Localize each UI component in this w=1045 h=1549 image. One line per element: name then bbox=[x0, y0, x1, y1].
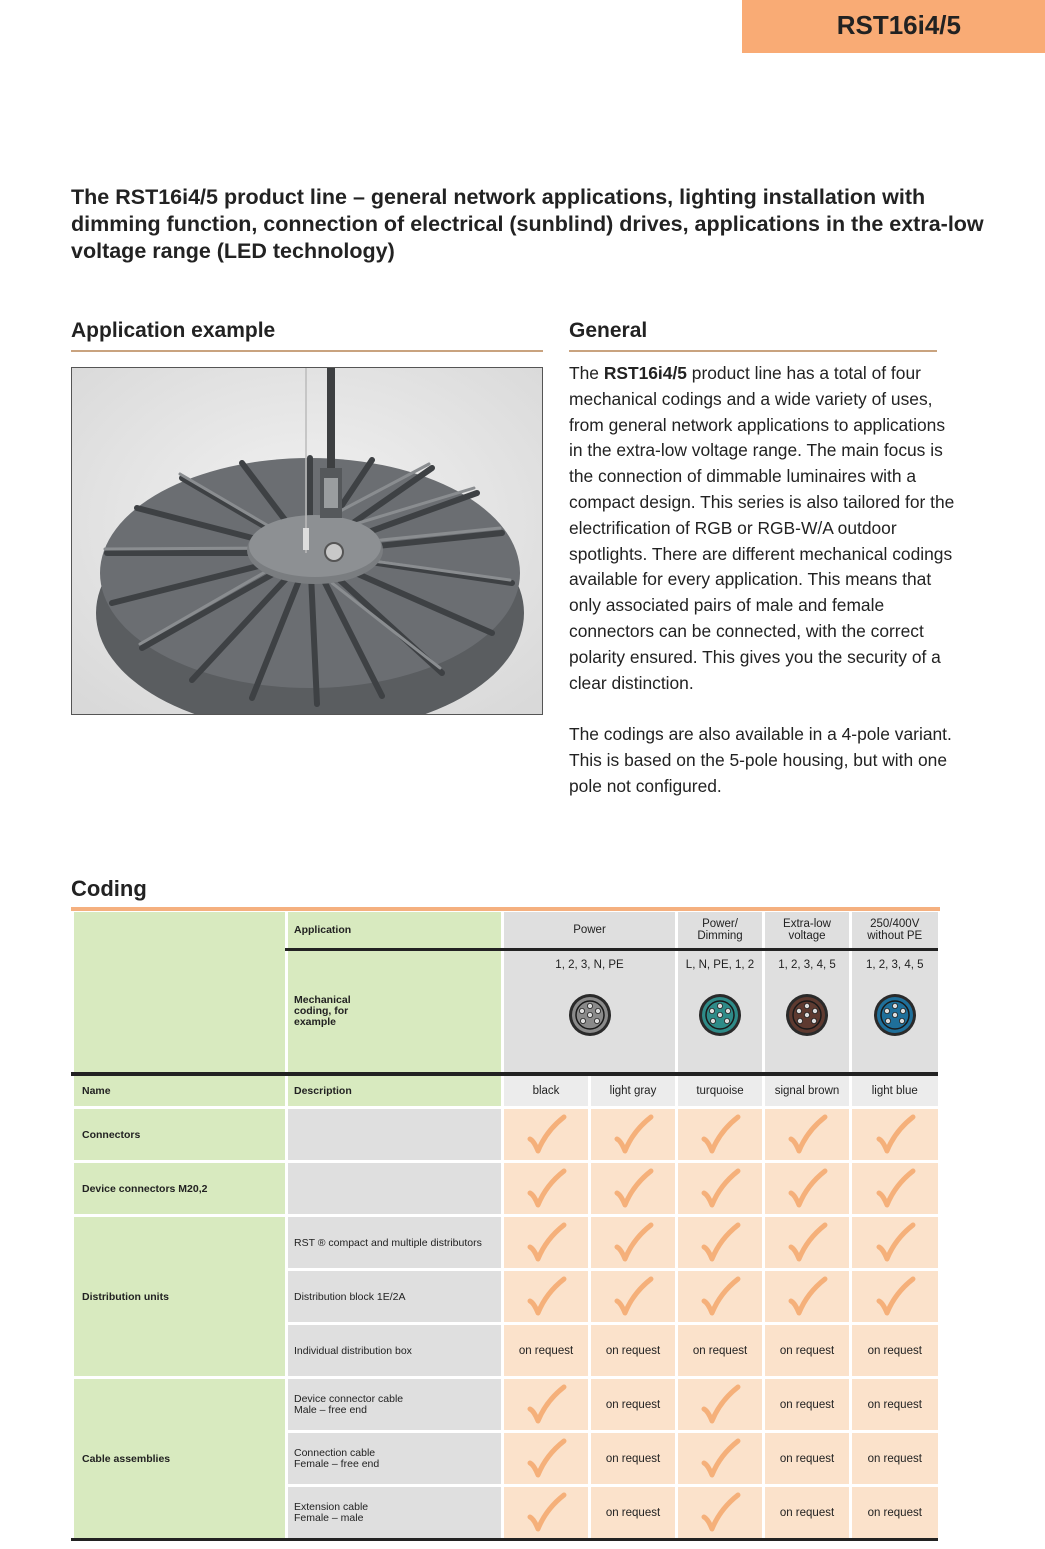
coding-title: Coding bbox=[71, 876, 147, 901]
on-request: on request bbox=[764, 1432, 851, 1486]
check-icon bbox=[785, 1113, 829, 1157]
general-p1-product: RST16i4/5 bbox=[603, 363, 687, 383]
general-p1-prefix: The bbox=[569, 363, 604, 383]
check-mark bbox=[503, 1432, 590, 1486]
application-label: Application bbox=[287, 912, 503, 950]
check-mark bbox=[677, 1162, 764, 1216]
app-250-400v: 250/400V without PE bbox=[851, 912, 938, 950]
general-p1-rest: product line has a total of four mechanical codings and a wide variety of uses, from general network applications to applications in the extra-low voltage range. The main focus is the connection of dimmable luminaires with a compact design. This series is also tailored for the electrification of RGB or RGB-W/A outdoor spotlights. There are different mechanical codings available for every application. This means that only associated pairs of male and female connectors can be connected, with the correct polarity ensured. This gives you the security of a clear distinction. bbox=[569, 363, 955, 693]
check-mark bbox=[590, 1216, 677, 1270]
general-paragraph-1 bbox=[569, 361, 959, 696]
desc-extension-cable bbox=[287, 1486, 503, 1540]
name-label: Name bbox=[73, 1074, 287, 1108]
app-power-dimming: Power/ Dimming bbox=[677, 912, 764, 950]
application-row bbox=[73, 912, 938, 950]
check-icon bbox=[524, 1275, 568, 1319]
check-mark bbox=[851, 1162, 938, 1216]
check-mark bbox=[503, 1378, 590, 1432]
general-text bbox=[569, 361, 959, 825]
on-request: on request bbox=[851, 1324, 938, 1378]
check-mark bbox=[851, 1270, 938, 1324]
group-cable-assemblies: Cable assemblies bbox=[73, 1378, 287, 1540]
desc-connection-cable-line2: Female – free end bbox=[294, 1457, 380, 1470]
check-icon bbox=[698, 1437, 742, 1481]
check-mark bbox=[590, 1108, 677, 1162]
on-request: on request bbox=[764, 1324, 851, 1378]
on-request: on request bbox=[764, 1486, 851, 1540]
check-mark bbox=[764, 1216, 851, 1270]
description-empty bbox=[287, 1108, 503, 1162]
mechanical-label: Mechanical coding, for example bbox=[287, 950, 503, 1075]
table-row bbox=[73, 1162, 938, 1216]
check-mark bbox=[851, 1216, 938, 1270]
page-headline: The RST16i4/5 product line – general network applications, lighting installation with dimming function, connection of electrical (sunblind) drives, applications in the extra-low voltage range (LED technology) bbox=[71, 185, 984, 263]
group-distribution-units: Distribution units bbox=[73, 1216, 287, 1378]
check-mark bbox=[503, 1108, 590, 1162]
connector-power-icon bbox=[568, 993, 612, 1037]
on-request: on request bbox=[503, 1324, 590, 1378]
check-mark bbox=[590, 1270, 677, 1324]
connector-dimming-icon bbox=[698, 993, 742, 1037]
connector-400v-icon bbox=[873, 993, 917, 1037]
check-icon bbox=[785, 1221, 829, 1265]
on-request: on request bbox=[590, 1432, 677, 1486]
general-rule bbox=[569, 350, 937, 352]
check-icon bbox=[611, 1113, 655, 1157]
check-icon bbox=[785, 1167, 829, 1211]
on-request: on request bbox=[764, 1378, 851, 1432]
connector-elv-icon bbox=[785, 993, 829, 1037]
check-icon bbox=[524, 1113, 568, 1157]
mech-code-power: 1, 2, 3, N, PE bbox=[555, 959, 624, 971]
color-signal-brown: signal brown bbox=[764, 1074, 851, 1108]
check-icon bbox=[524, 1383, 568, 1427]
app-power: Power bbox=[503, 912, 677, 950]
check-mark bbox=[764, 1270, 851, 1324]
on-request: on request bbox=[677, 1324, 764, 1378]
check-icon bbox=[698, 1221, 742, 1265]
check-icon bbox=[873, 1113, 917, 1157]
on-request: on request bbox=[590, 1378, 677, 1432]
check-mark bbox=[764, 1162, 851, 1216]
check-icon bbox=[873, 1221, 917, 1265]
table-row bbox=[73, 1378, 938, 1432]
color-turquoise: turquoise bbox=[677, 1074, 764, 1108]
check-icon bbox=[611, 1167, 655, 1211]
product-tab bbox=[742, 0, 1045, 53]
on-request: on request bbox=[590, 1486, 677, 1540]
on-request: on request bbox=[851, 1486, 938, 1540]
name-row bbox=[73, 1074, 938, 1108]
check-mark bbox=[503, 1270, 590, 1324]
luminaire-photo bbox=[71, 367, 543, 715]
check-icon bbox=[785, 1275, 829, 1319]
check-icon bbox=[524, 1167, 568, 1211]
check-mark bbox=[851, 1108, 938, 1162]
mech-code-dimming: L, N, PE, 1, 2 bbox=[685, 959, 755, 971]
check-icon bbox=[698, 1383, 742, 1427]
check-icon bbox=[698, 1167, 742, 1211]
desc-extension-cable-line2: Female – male bbox=[294, 1511, 364, 1524]
mech-code-400v: 1, 2, 3, 4, 5 bbox=[865, 959, 924, 971]
group-device-connectors: Device connectors M20,2 bbox=[73, 1162, 287, 1216]
description-empty bbox=[287, 1162, 503, 1216]
desc-connection-cable bbox=[287, 1432, 503, 1486]
general-paragraph-2: The codings are also available in a 4-pole variant. This is based on the 5-pole housing, but with one pole not configured. bbox=[569, 724, 952, 796]
check-mark bbox=[503, 1162, 590, 1216]
check-icon bbox=[611, 1275, 655, 1319]
color-black: black bbox=[503, 1074, 590, 1108]
desc-device-cable bbox=[287, 1378, 503, 1432]
check-icon bbox=[873, 1167, 917, 1211]
desc-ind-box: Individual distribution box bbox=[287, 1324, 503, 1378]
application-example-title: Application example bbox=[71, 319, 276, 342]
desc-device-cable-line1: Device connector cable bbox=[294, 1392, 404, 1405]
group-connectors: Connectors bbox=[73, 1108, 287, 1162]
check-mark bbox=[503, 1486, 590, 1540]
check-mark bbox=[677, 1378, 764, 1432]
check-mark bbox=[677, 1108, 764, 1162]
coding-rule bbox=[71, 907, 940, 911]
check-mark bbox=[503, 1216, 590, 1270]
desc-device-cable-line2: Male – free end bbox=[294, 1403, 367, 1416]
table-row bbox=[73, 1216, 938, 1270]
on-request: on request bbox=[590, 1324, 677, 1378]
mech-cell-400v bbox=[851, 950, 938, 1075]
application-example-rule bbox=[71, 350, 543, 352]
coding-table bbox=[71, 912, 938, 1541]
check-mark bbox=[677, 1486, 764, 1540]
check-icon bbox=[524, 1437, 568, 1481]
color-light-blue: light blue bbox=[851, 1074, 938, 1108]
check-icon bbox=[698, 1275, 742, 1319]
color-light-gray: light gray bbox=[590, 1074, 677, 1108]
table-row bbox=[73, 1108, 938, 1162]
on-request: on request bbox=[851, 1378, 938, 1432]
check-icon bbox=[611, 1221, 655, 1265]
check-mark bbox=[590, 1162, 677, 1216]
on-request: on request bbox=[851, 1432, 938, 1486]
check-mark bbox=[677, 1270, 764, 1324]
desc-extension-cable-line1: Extension cable bbox=[294, 1500, 369, 1513]
check-mark bbox=[677, 1216, 764, 1270]
mech-cell-dimming bbox=[677, 950, 764, 1075]
product-code: RST16i4/5 bbox=[836, 10, 961, 40]
mech-cell-elv bbox=[764, 950, 851, 1075]
check-mark bbox=[764, 1108, 851, 1162]
check-icon bbox=[698, 1491, 742, 1535]
app-extra-low-voltage: Extra-low voltage bbox=[764, 912, 851, 950]
description-label: Description bbox=[287, 1074, 503, 1108]
check-icon bbox=[524, 1491, 568, 1535]
mech-code-elv: 1, 2, 3, 4, 5 bbox=[778, 959, 836, 971]
check-icon bbox=[698, 1113, 742, 1157]
check-icon bbox=[524, 1221, 568, 1265]
mech-cell-power bbox=[503, 950, 677, 1075]
blank-header-cell bbox=[73, 912, 287, 1074]
desc-rst-compact: RST ® compact and multiple distributors bbox=[287, 1216, 503, 1270]
desc-dist-block: Distribution block 1E/2A bbox=[287, 1270, 503, 1324]
general-title: General bbox=[569, 319, 648, 342]
check-icon bbox=[873, 1275, 917, 1319]
desc-connection-cable-line1: Connection cable bbox=[294, 1446, 376, 1459]
check-mark bbox=[677, 1432, 764, 1486]
